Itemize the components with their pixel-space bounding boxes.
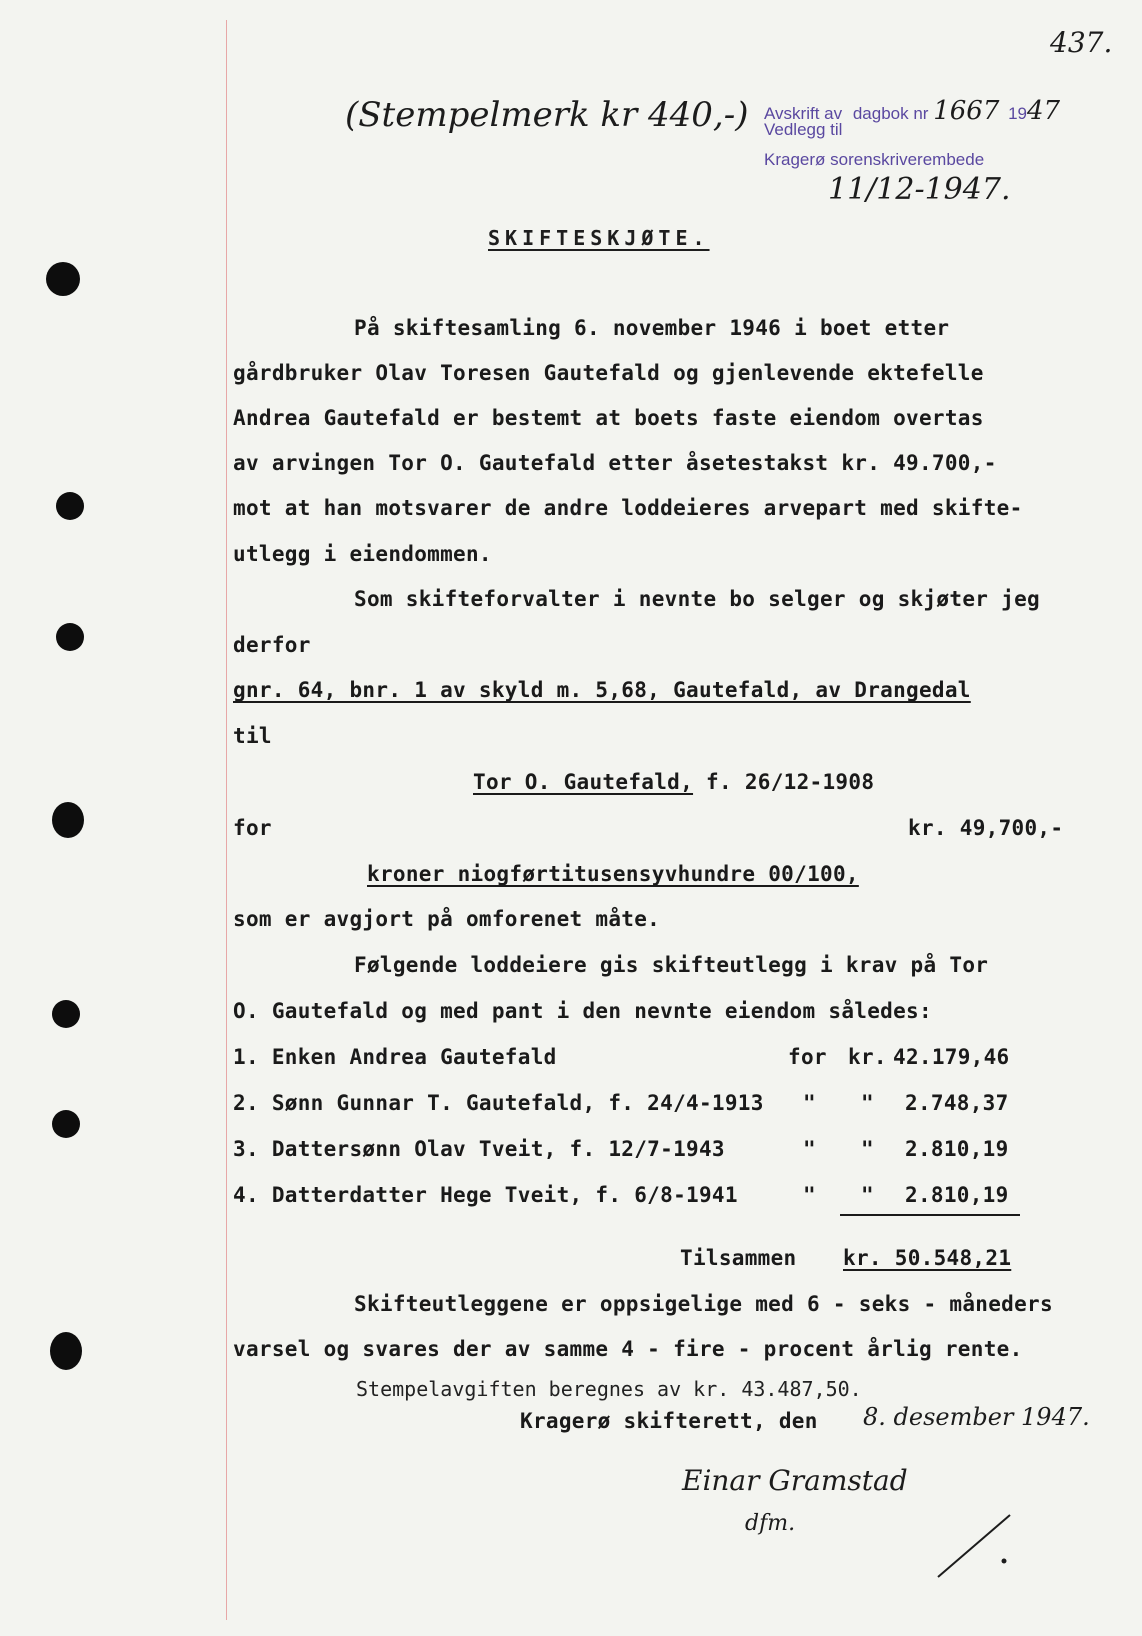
- creditor-col1: ": [803, 1091, 816, 1115]
- initials: dfm.: [745, 1511, 796, 1536]
- creditor-text: 3. Dattersønn Olav Tveit, f. 12/7-1943: [233, 1137, 725, 1161]
- creditor-col2: kr.: [848, 1045, 887, 1069]
- sum-rule: [840, 1214, 1020, 1216]
- register-year-prefix: 19: [1008, 104, 1028, 123]
- document-title: SKIFTESKJØTE.: [488, 226, 710, 250]
- p2-line: derfor: [233, 633, 311, 657]
- punch-hole: [50, 1332, 82, 1370]
- closing-slash-mark: [930, 1505, 1020, 1585]
- margin-line: [226, 20, 227, 1620]
- punch-hole: [46, 262, 80, 296]
- p2-line: Som skifteforvalter i nevnte bo selger og skjøter jeg: [354, 587, 1040, 611]
- handwritten-date: 11/12-1947.: [828, 172, 1011, 207]
- creditor-col1: ": [803, 1137, 816, 1161]
- register-year-suffix: 47: [1027, 96, 1061, 126]
- page-number: 437.: [1050, 26, 1113, 59]
- creditor-row: [233, 1137, 1023, 1165]
- creditor-amount: 2.810,19: [905, 1183, 1009, 1207]
- buyer-born: f. 26/12-1908: [706, 770, 875, 794]
- p1-line: gårdbruker Olav Toresen Gautefald og gjenlevende ektefelle: [233, 361, 984, 385]
- office-stamp: Kragerø sorenskriverembede: [764, 150, 985, 169]
- p4-line: varsel og svares der av samme 4 - fire - procent årlig rente.: [233, 1337, 1023, 1361]
- agreed-line: som er avgjort på omforenet måte.: [233, 907, 661, 931]
- p1-line: av arvingen Tor O. Gautefald etter åsetestakst kr. 49.700,-: [233, 451, 997, 475]
- creditor-row: [233, 1091, 1023, 1119]
- p4-line: Skifteutleggene er oppsigelige med 6 - seks - måneders: [354, 1292, 1053, 1316]
- creditor-text: 2. Sønn Gunnar T. Gautefald, f. 24/4-1913: [233, 1091, 764, 1115]
- to-word: til: [233, 724, 272, 748]
- creditor-col2: ": [861, 1183, 874, 1207]
- for-word: for: [233, 816, 272, 840]
- creditor-text: 4. Datterdatter Hege Tveit, f. 6/8-1941: [233, 1183, 738, 1207]
- buyer-line: [473, 770, 874, 794]
- property-description: gnr. 64, bnr. 1 av skyld m. 5,68, Gautefald, av Drangedal: [233, 678, 971, 702]
- register-prefix: Avskrift av: [764, 104, 843, 123]
- register-mid: dagbok nr: [852, 104, 929, 123]
- price: kr. 49,700,-: [908, 816, 1064, 840]
- p1-line: Andrea Gautefald er bestemt at boets faste eiendom overtas: [233, 406, 984, 430]
- punch-hole: [56, 623, 84, 651]
- punch-hole: [52, 802, 84, 838]
- total-label: Tilsammen: [680, 1246, 797, 1270]
- stamp-note: (Stempelmerk kr 440,-): [345, 95, 749, 135]
- creditor-amount: 2.748,37: [905, 1091, 1009, 1115]
- place-date-handwritten: 8. desember 1947.: [863, 1403, 1090, 1431]
- punch-hole: [52, 1000, 80, 1028]
- p1-line: utlegg i eiendommen.: [233, 542, 492, 566]
- creditor-amount: 42.179,46: [893, 1045, 1010, 1069]
- creditor-col2: ": [861, 1091, 874, 1115]
- creditor-col2: ": [861, 1137, 874, 1161]
- p1-line: På skiftesamling 6. november 1946 i boet etter: [354, 316, 950, 340]
- p1-line: mot at han motsvarer de andre loddeieres arvepart med skifte-: [233, 496, 1023, 520]
- creditor-col1: for: [788, 1045, 827, 1069]
- register-stamp-line2: Vedlegg til: [764, 120, 843, 139]
- punch-hole: [52, 1110, 80, 1138]
- creditor-amount: 2.810,19: [905, 1137, 1009, 1161]
- creditor-row: [233, 1045, 1023, 1073]
- punch-hole: [56, 492, 84, 520]
- p3-line: O. Gautefald og med pant i den nevnte eiendom således:: [233, 999, 932, 1023]
- price-in-words: kroner niogførtitusensyvhundre 00/100,: [367, 862, 859, 886]
- stamp-duty-line: Stempelavgiften beregnes av kr. 43.487,50.: [356, 1377, 862, 1401]
- place-date-typed: Kragerø skifterett, den: [520, 1409, 818, 1433]
- p3-line: Følgende loddeiere gis skifteutlegg i krav på Tor: [354, 953, 989, 977]
- signature: Einar Gramstad: [682, 1464, 908, 1497]
- register-number: 1667: [933, 96, 1000, 126]
- creditor-row: [233, 1183, 1023, 1211]
- creditor-col1: ": [803, 1183, 816, 1207]
- total-amount: kr. 50.548,21: [843, 1246, 1012, 1270]
- creditor-text: 1. Enken Andrea Gautefald: [233, 1045, 557, 1069]
- buyer-name: Tor O. Gautefald,: [473, 770, 694, 794]
